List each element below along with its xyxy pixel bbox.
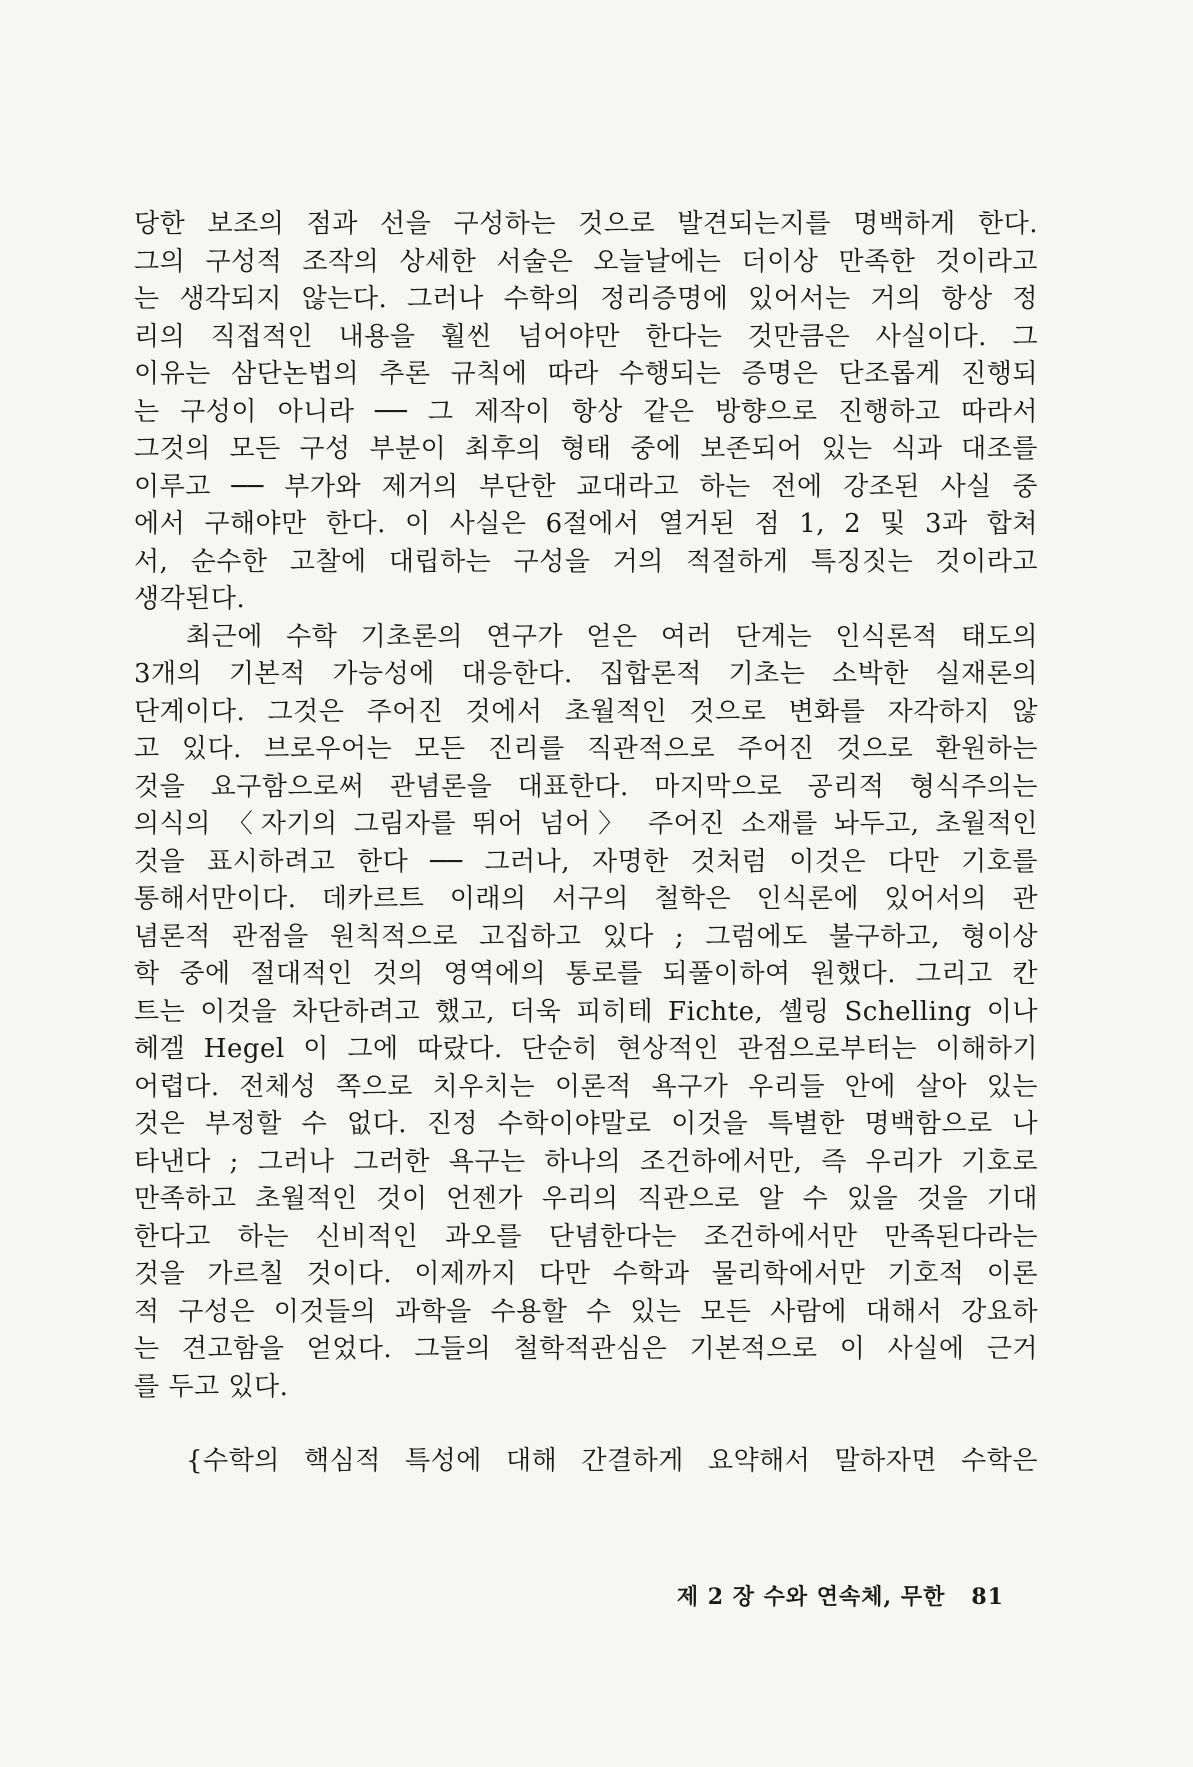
text-line: 는 견고함을 얻었다. 그들의 철학적관심은 기본적으로 이 사실에 근거 <box>134 1334 1038 1364</box>
text-line: 통해서만이다. 데카르트 이래의 서구의 철학은 인식론에 있어서의 관 <box>134 884 1038 914</box>
text-line: 생각된다. <box>134 584 246 614</box>
page-footer <box>0 1580 1004 1611</box>
text-line: 한다고 하는 신비적인 과오를 단념한다는 조건하에서만 만족된다라는 <box>134 1221 1038 1252</box>
running-chapter-title: 제 2 장 수와 연속체, 무한 <box>676 1584 946 1610</box>
page-number: 81 <box>971 1584 1004 1610</box>
text-line: 학 중에 절대적인 것의 영역에의 통로를 되풀이하여 원했다. 그리고 칸 <box>134 959 1038 989</box>
text-line: 3개의 기본적 가능성에 대응한다. 집합론적 기초는 소박한 실재론의 <box>134 659 1038 689</box>
paragraph-gap <box>134 1406 1038 1443</box>
text-line: 를 두고 있다. <box>134 1371 289 1402</box>
paragraph-3 <box>134 1443 1038 1481</box>
text-line: 것을 요구함으로써 관념론을 대표한다. 마지막으로 공리적 형식주의는 <box>134 771 1038 802</box>
text-line: 만족하고 초월적인 것이 언젠가 우리의 직관으로 알 수 있을 것을 기대 <box>134 1184 1038 1214</box>
paragraph-1 <box>134 206 1038 619</box>
text-line: 서, 순수한 고찰에 대립하는 구성을 거의 적절하게 특징짓는 것이라고 <box>134 546 1038 577</box>
text-line: 고 있다. 브로우어는 모든 진리를 직관적으로 주어진 것으로 환원하는 <box>134 734 1038 764</box>
text-line: 단계이다. 그것은 주어진 것에서 초월적인 것으로 변화를 자각하지 않 <box>134 696 1038 727</box>
body-text <box>134 206 1038 1481</box>
text-line: 의식의 〈자기의 그림자를 뛰어 넘어〉 주어진 소재를 놔두고, 초월적인 <box>134 809 1038 839</box>
text-line: 념론적 관점을 원칙적으로 고집하고 있다 ; 그럼에도 불구하고, 형이상 <box>134 921 1038 952</box>
text-line: 어렵다. 전체성 쪽으로 치우치는 이론적 욕구가 우리들 안에 살아 있는 <box>134 1071 1038 1102</box>
text-line: 것은 부정할 수 없다. 진정 수학이야말로 이것을 특별한 명백함으로 나 <box>134 1109 1038 1139</box>
text-line: 이루고 ── 부가와 제거의 부단한 교대라고 하는 전에 강조된 사실 중 <box>134 471 1038 502</box>
text-line: 그것의 모든 구성 부분이 최후의 형태 중에 보존되어 있는 식과 대조를 <box>134 434 1038 464</box>
text-line: 는 생각되지 않는다. 그러나 수학의 정리증명에 있어서는 거의 항상 정 <box>134 284 1038 314</box>
text-line: 것을 가르칠 것이다. 이제까지 다만 수학과 물리학에서만 기호적 이론 <box>134 1259 1038 1289</box>
text-line: {수학의 핵심적 특성에 대해 간결하게 요약해서 말하자면 수학은 <box>186 1446 1038 1476</box>
text-line: 리의 직접적인 내용을 훨씬 넘어야만 한다는 것만큼은 사실이다. 그 <box>134 321 1038 352</box>
text-line: 는 구성이 아니라 ── 그 제작이 항상 같은 방향으로 진행하고 따라서 <box>134 396 1038 427</box>
text-line: 헤겔 Hegel 이 그에 따랐다. 단순히 현상적인 관점으로부터는 이해하기 <box>134 1034 1038 1064</box>
text-line: 그의 구성적 조작의 상세한 서술은 오늘날에는 더이상 만족한 것이라고 <box>134 246 1038 277</box>
paragraph-2 <box>134 619 1038 1407</box>
text-line: 적 구성은 이것들의 과학을 수용할 수 있는 모든 사람에 대해서 강요하 <box>134 1296 1038 1327</box>
text-line: 트는 이것을 차단하려고 했고, 더욱 피히테 Fichte, 셸링 Schelling 이나 <box>134 996 1038 1027</box>
text-line: 이유는 삼단논법의 추론 규칙에 따라 수행되는 증명은 단조롭게 진행되 <box>134 359 1038 389</box>
text-line: 에서 구해야만 한다. 이 사실은 6절에서 열거된 점 1, 2 및 3과 합쳐 <box>134 509 1038 539</box>
text-line: 것을 표시하려고 한다 ── 그러나, 자명한 것처럼 이것은 다만 기호를 <box>134 846 1038 877</box>
text-line: 최근에 수학 기초론의 연구가 얻은 여러 단계는 인식론적 태도의 <box>186 621 1038 652</box>
text-line: 타낸다 ; 그러나 그러한 욕구는 하나의 조건하에서만, 즉 우리가 기호로 <box>134 1146 1038 1177</box>
text-line: 당한 보조의 점과 선을 구성하는 것으로 발견되는지를 명백하게 한다. <box>134 209 1038 239</box>
